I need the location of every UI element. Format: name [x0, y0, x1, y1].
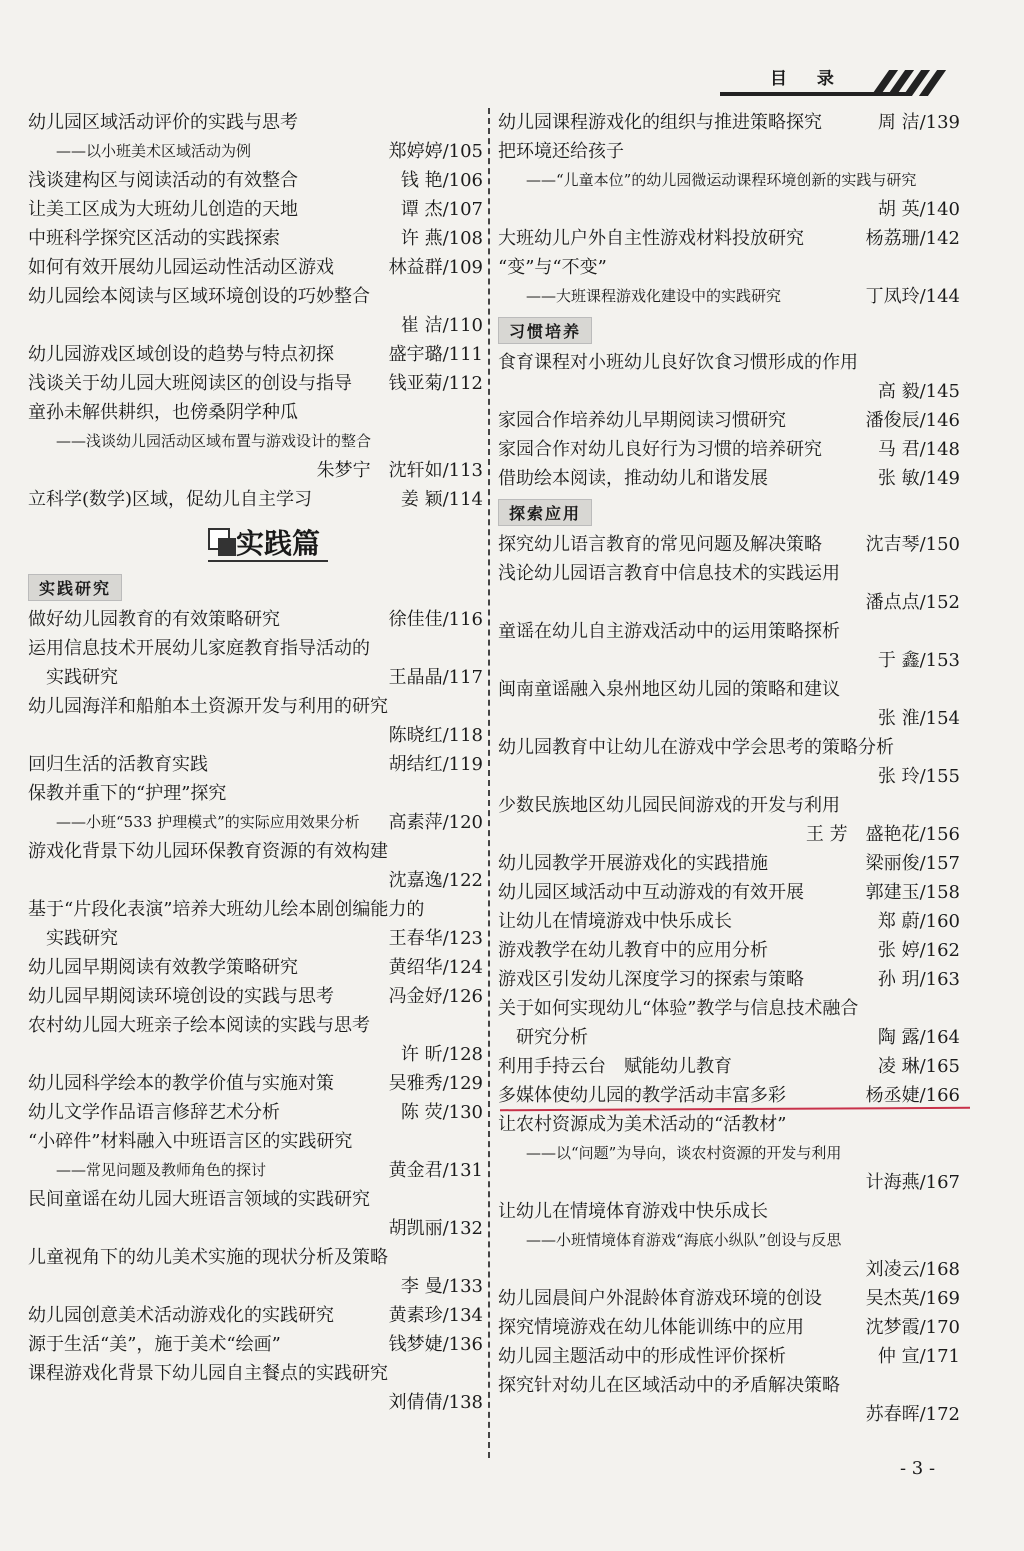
entry-title: “小碎件”材料融入中班语言区的实践研究	[28, 1131, 353, 1152]
entry-author-page: 马 君/148	[877, 439, 960, 460]
entry-author-page: 黄绍华/124	[388, 957, 483, 978]
entry-author-page: 杨荔珊/142	[865, 228, 960, 249]
section-label: 实践研究	[28, 574, 122, 601]
entry-title: 食育课程对小班幼儿良好饮食习惯形成的作用	[498, 352, 858, 373]
entry-author-page: 崔 洁/110	[400, 315, 483, 336]
entry-title: 保教并重下的“护理”探究	[28, 783, 227, 804]
entry-author-page: 许 昕/128	[400, 1044, 483, 1065]
entry-title: 幼儿园早期阅读环境创设的实践与思考	[28, 986, 334, 1007]
entry-title: 幼儿园课程游戏化的组织与推进策略探究	[498, 112, 822, 133]
entry-author-page: 冯金妤/126	[388, 986, 483, 1007]
entry-author-page: 潘点点/152	[865, 592, 960, 613]
entry-title: 童孙未解供耕织，也傍桑阴学种瓜	[28, 402, 298, 423]
entry-title: 农村幼儿园大班亲子绘本阅读的实践与思考	[28, 1015, 370, 1036]
entry-author-page: 张 婷/162	[877, 940, 960, 961]
toc-entry	[498, 907, 960, 936]
toc-entry	[498, 936, 960, 965]
entry-author-page: 黄素珍/134	[388, 1305, 483, 1326]
entry-author-page: 张 玲/155	[877, 766, 960, 787]
entry-author-page: 徐佳佳/116	[388, 609, 483, 630]
toc-entry	[28, 605, 483, 634]
entry-title: 立科学(数学)区域，促幼儿自主学习	[28, 489, 313, 510]
toc-entry	[28, 398, 483, 485]
toc-entry	[498, 137, 960, 224]
entry-title: 幼儿园创意美术活动游戏化的实践研究	[28, 1305, 334, 1326]
entry-title: 探究幼儿语言教育的常见问题及解决策略	[498, 534, 822, 555]
entry-author-page: 张 淮/154	[877, 708, 960, 729]
big-section-title: 实践篇	[236, 527, 321, 560]
entry-subtitle: ——以“问题”为导向，谈农村资源的开发与利用	[526, 1144, 842, 1162]
toc-entry	[28, 485, 483, 514]
section-label: 习惯培养	[498, 317, 592, 344]
entry-author-page: 于 鑫/153	[877, 650, 960, 671]
entry-author-page: 李 曼/133	[400, 1276, 483, 1297]
toc-entry	[498, 435, 960, 464]
entry-author-page: 王春华/123	[388, 928, 483, 949]
entry-title: 探究针对幼儿在区域活动中的矛盾解决策略	[498, 1375, 840, 1396]
entry-title: 家园合作培养幼儿早期阅读习惯研究	[498, 410, 786, 431]
entry-subtitle: ——常见问题及教师角色的探讨	[56, 1161, 267, 1179]
entry-author-page: 姜 颖/114	[400, 489, 483, 510]
entry-author-page: 胡结红/119	[388, 754, 483, 775]
entry-author-page: 钱亚菊/112	[388, 373, 483, 394]
entry-title: 幼儿园科学绘本的教学价值与实施对策	[28, 1073, 334, 1094]
entry-title: 中班科学探究区活动的实践探索	[28, 228, 280, 249]
entry-title: 基于“片段化表演”培养大班幼儿绘本剧创编能力的	[28, 899, 425, 920]
entry-author-page: 潘俊辰/146	[865, 410, 960, 431]
toc-entry	[28, 837, 483, 895]
entry-title: 幼儿园教育中让幼儿在游戏中学会思考的策略分析	[498, 737, 894, 758]
entry-author-page: 胡凯丽/132	[388, 1218, 483, 1239]
entry-author-page: 丁凤玲/144	[865, 286, 960, 307]
toc-entry	[28, 779, 483, 837]
toc-entry	[498, 1342, 960, 1371]
entry-title: 童谣在幼儿自主游戏活动中的运用策略探析	[498, 621, 840, 642]
toc-entry	[28, 1185, 483, 1243]
entry-subtitle: ——“儿童本位”的幼儿园微运动课程环境创新的实践与研究	[526, 171, 917, 189]
toc-entry	[28, 253, 483, 282]
entry-title: 幼儿园早期阅读有效教学策略研究	[28, 957, 298, 978]
entry-title: 幼儿园主题活动中的形成性评价探析	[498, 1346, 786, 1367]
entry-subtitle: ——小班情境体育游戏“海底小纵队”创设与反思	[526, 1231, 842, 1249]
entry-title: 幼儿园教学开展游戏化的实践措施	[498, 853, 768, 874]
toc-entry	[28, 692, 483, 750]
toc-entry	[498, 224, 960, 253]
entry-title: 家园合作对幼儿良好行为习惯的培养研究	[498, 439, 822, 460]
toc-entry	[498, 559, 960, 617]
entry-title: 运用信息技术开展幼儿家庭教育指导活动的	[28, 638, 370, 659]
entry-author-page: 林益群/109	[388, 257, 483, 278]
entry-author-page: 朱梦宁 沈轩如/113	[316, 460, 483, 481]
toc-entry	[498, 1313, 960, 1342]
entry-title-continued: 实践研究	[46, 928, 118, 949]
entry-subtitle: ——小班“533 护理模式”的实际应用效果分析	[56, 813, 360, 831]
entry-title: 闽南童谣融入泉州地区幼儿园的策略和建议	[498, 679, 840, 700]
toc-entry	[28, 982, 483, 1011]
entry-title: 如何有效开展幼儿园运动性活动区游戏	[28, 257, 334, 278]
entry-title: 借助绘本阅读，推动幼儿和谐发展	[498, 468, 768, 489]
entry-author-page: 杨丞婕/166	[865, 1085, 960, 1106]
entry-author-page: 许 燕/108	[400, 228, 483, 249]
entry-author-page: 陈晓红/118	[388, 725, 483, 746]
entry-author-page: 周 洁/139	[877, 112, 960, 133]
entry-title: 把环境还给孩子	[498, 141, 624, 162]
entry-title: 游戏区引发幼儿深度学习的探索与策略	[498, 969, 804, 990]
entry-title: 儿童视角下的幼儿美术实施的现状分析及策略	[28, 1247, 388, 1268]
entry-title: 幼儿园区域活动中互动游戏的有效开展	[498, 882, 804, 903]
entry-title: 让幼儿在情境游戏中快乐成长	[498, 911, 732, 932]
toc-entry	[498, 108, 960, 137]
entry-title: 让美工区成为大班幼儿创造的天地	[28, 199, 298, 220]
entry-author-page: 沈梦霞/170	[865, 1317, 960, 1338]
entry-author-page: 黄金君/131	[388, 1160, 483, 1181]
toc-entry	[28, 1011, 483, 1069]
entry-title-continued: 实践研究	[46, 667, 118, 688]
toc-entry	[498, 849, 960, 878]
section-square-icon	[218, 538, 236, 556]
entry-author-page: 钱 艳/106	[400, 170, 483, 191]
entry-author-page: 苏春晖/172	[865, 1404, 960, 1425]
entry-title: “变”与“不变”	[498, 257, 607, 278]
page-number: - 3 -	[900, 1458, 936, 1479]
toc-entry	[498, 1197, 960, 1284]
entry-title: 做好幼儿园教育的有效策略研究	[28, 609, 280, 630]
entry-author-page: 郑 蔚/160	[877, 911, 960, 932]
entry-title: 幼儿园游戏区域创设的趋势与特点初探	[28, 344, 334, 365]
toc-entry	[28, 750, 483, 779]
entry-author-page: 凌 琳/165	[877, 1056, 960, 1077]
entry-author-page: 孙 玥/163	[877, 969, 960, 990]
toc-entry	[498, 1052, 960, 1081]
entry-title: 幼儿园晨间户外混龄体育游戏环境的创设	[498, 1288, 822, 1309]
entry-author-page: 王晶晶/117	[388, 667, 483, 688]
entry-title: 源于生活“美”，施于美术“绘画”	[28, 1334, 281, 1355]
entry-title: 浅谈建构区与阅读活动的有效整合	[28, 170, 298, 191]
big-section-underline	[208, 560, 328, 562]
toc-entry	[498, 1110, 960, 1197]
entry-author-page: 谭 杰/107	[400, 199, 483, 220]
entry-author-page: 沈嘉逸/122	[388, 870, 483, 891]
header-title: 目 录	[770, 69, 846, 89]
entry-title: 课程游戏化背景下幼儿园自主餐点的实践研究	[28, 1363, 388, 1384]
entry-title: 让幼儿在情境体育游戏中快乐成长	[498, 1201, 768, 1222]
toc-entry	[498, 1081, 960, 1110]
entry-author-page: 刘倩倩/138	[388, 1392, 483, 1413]
entry-author-page: 高 毅/145	[877, 381, 960, 402]
entry-author-page: 陈 荧/130	[400, 1102, 483, 1123]
toc-entry	[28, 340, 483, 369]
entry-author-page: 梁丽俊/157	[865, 853, 960, 874]
toc-entry	[498, 878, 960, 907]
toc-entry	[28, 224, 483, 253]
toc-entry	[28, 1243, 483, 1301]
entry-author-page: 吴雅秀/129	[388, 1073, 483, 1094]
entry-author-page: 沈吉琴/150	[865, 534, 960, 555]
toc-entry	[498, 791, 960, 849]
toc-entry	[498, 406, 960, 435]
entry-title: 幼儿园海洋和船舶本土资源开发与利用的研究	[28, 696, 388, 717]
toc-entry	[498, 994, 960, 1052]
toc-entry	[28, 195, 483, 224]
entry-author-page: 刘凌云/168	[865, 1259, 960, 1280]
entry-subtitle: ——以小班美术区域活动为例	[56, 142, 252, 160]
entry-title: 游戏化背景下幼儿园环保教育资源的有效构建	[28, 841, 388, 862]
entry-author-page: 陶 露/164	[877, 1027, 960, 1048]
entry-title: 利用手持云台 赋能幼儿教育	[498, 1056, 732, 1077]
toc-entry	[498, 1371, 960, 1429]
entry-author-page: 高素萍/120	[388, 812, 483, 833]
toc-entry	[498, 675, 960, 733]
toc-entry	[28, 895, 483, 953]
entry-title: 回归生活的活教育实践	[28, 754, 208, 775]
toc-entry	[28, 282, 483, 340]
entry-author-page: 吴杰英/169	[865, 1288, 960, 1309]
toc-entry	[28, 1301, 483, 1330]
entry-author-page: 计海燕/167	[865, 1172, 960, 1193]
entry-title: 少数民族地区幼儿园民间游戏的开发与利用	[498, 795, 840, 816]
entry-author-page: 郭建玉/158	[865, 882, 960, 903]
entry-author-page: 钱梦婕/136	[388, 1334, 483, 1355]
entry-author-page: 张 敏/149	[877, 468, 960, 489]
toc-entry	[498, 530, 960, 559]
toc-entry	[28, 1127, 483, 1185]
toc-entry	[498, 464, 960, 493]
entry-title: 浅谈关于幼儿园大班阅读区的创设与指导	[28, 373, 352, 394]
entry-title: 幼儿园区域活动评价的实践与思考	[28, 112, 298, 133]
entry-title: 关于如何实现幼儿“体验”教学与信息技术融合	[498, 998, 859, 1019]
toc-entry	[498, 348, 960, 406]
entry-author-page: 盛宇璐/111	[388, 344, 483, 365]
toc-entry	[498, 1284, 960, 1313]
entry-subtitle: ——大班课程游戏化建设中的实践研究	[526, 287, 782, 305]
toc-entry	[28, 1359, 483, 1417]
toc-entry	[28, 1098, 483, 1127]
toc-entry	[28, 1330, 483, 1359]
entry-title: 浅论幼儿园语言教育中信息技术的实践运用	[498, 563, 840, 584]
toc-entry	[498, 253, 960, 311]
column-divider	[488, 108, 490, 1458]
toc-entry	[28, 369, 483, 398]
entry-author-page: 仲 宣/171	[877, 1346, 960, 1367]
section-label: 探索应用	[498, 499, 592, 526]
entry-title-continued: 研究分析	[516, 1027, 588, 1048]
entry-author-page: 胡 英/140	[877, 199, 960, 220]
toc-entry	[28, 166, 483, 195]
toc-left-column	[28, 108, 483, 1417]
toc-entry	[28, 953, 483, 982]
entry-title: 探究情境游戏在幼儿体能训练中的应用	[498, 1317, 804, 1338]
entry-title: 幼儿文学作品语言修辞艺术分析	[28, 1102, 280, 1123]
entry-title: 游戏教学在幼儿教育中的应用分析	[498, 940, 768, 961]
toc-right-column	[498, 108, 960, 1429]
toc-entry	[28, 108, 483, 166]
entry-title: 大班幼儿户外自主性游戏材料投放研究	[498, 228, 804, 249]
big-section-heading	[28, 520, 483, 566]
toc-entry	[498, 965, 960, 994]
entry-title: 多媒体使幼儿园的教学活动丰富多彩	[498, 1085, 786, 1106]
toc-entry	[28, 634, 483, 692]
entry-author-page: 郑婷婷/105	[388, 141, 483, 162]
entry-title: 让农村资源成为美术活动的“活教材”	[498, 1114, 787, 1135]
entry-title: 幼儿园绘本阅读与区域环境创设的巧妙整合	[28, 286, 370, 307]
entry-author-page: 王 芳 盛艳花/156	[805, 824, 960, 845]
entry-subtitle: ——浅谈幼儿园活动区域布置与游戏设计的整合	[56, 432, 372, 450]
toc-entry	[498, 733, 960, 791]
toc-entry	[498, 617, 960, 675]
toc-entry	[28, 1069, 483, 1098]
entry-title: 民间童谣在幼儿园大班语言领域的实践研究	[28, 1189, 370, 1210]
